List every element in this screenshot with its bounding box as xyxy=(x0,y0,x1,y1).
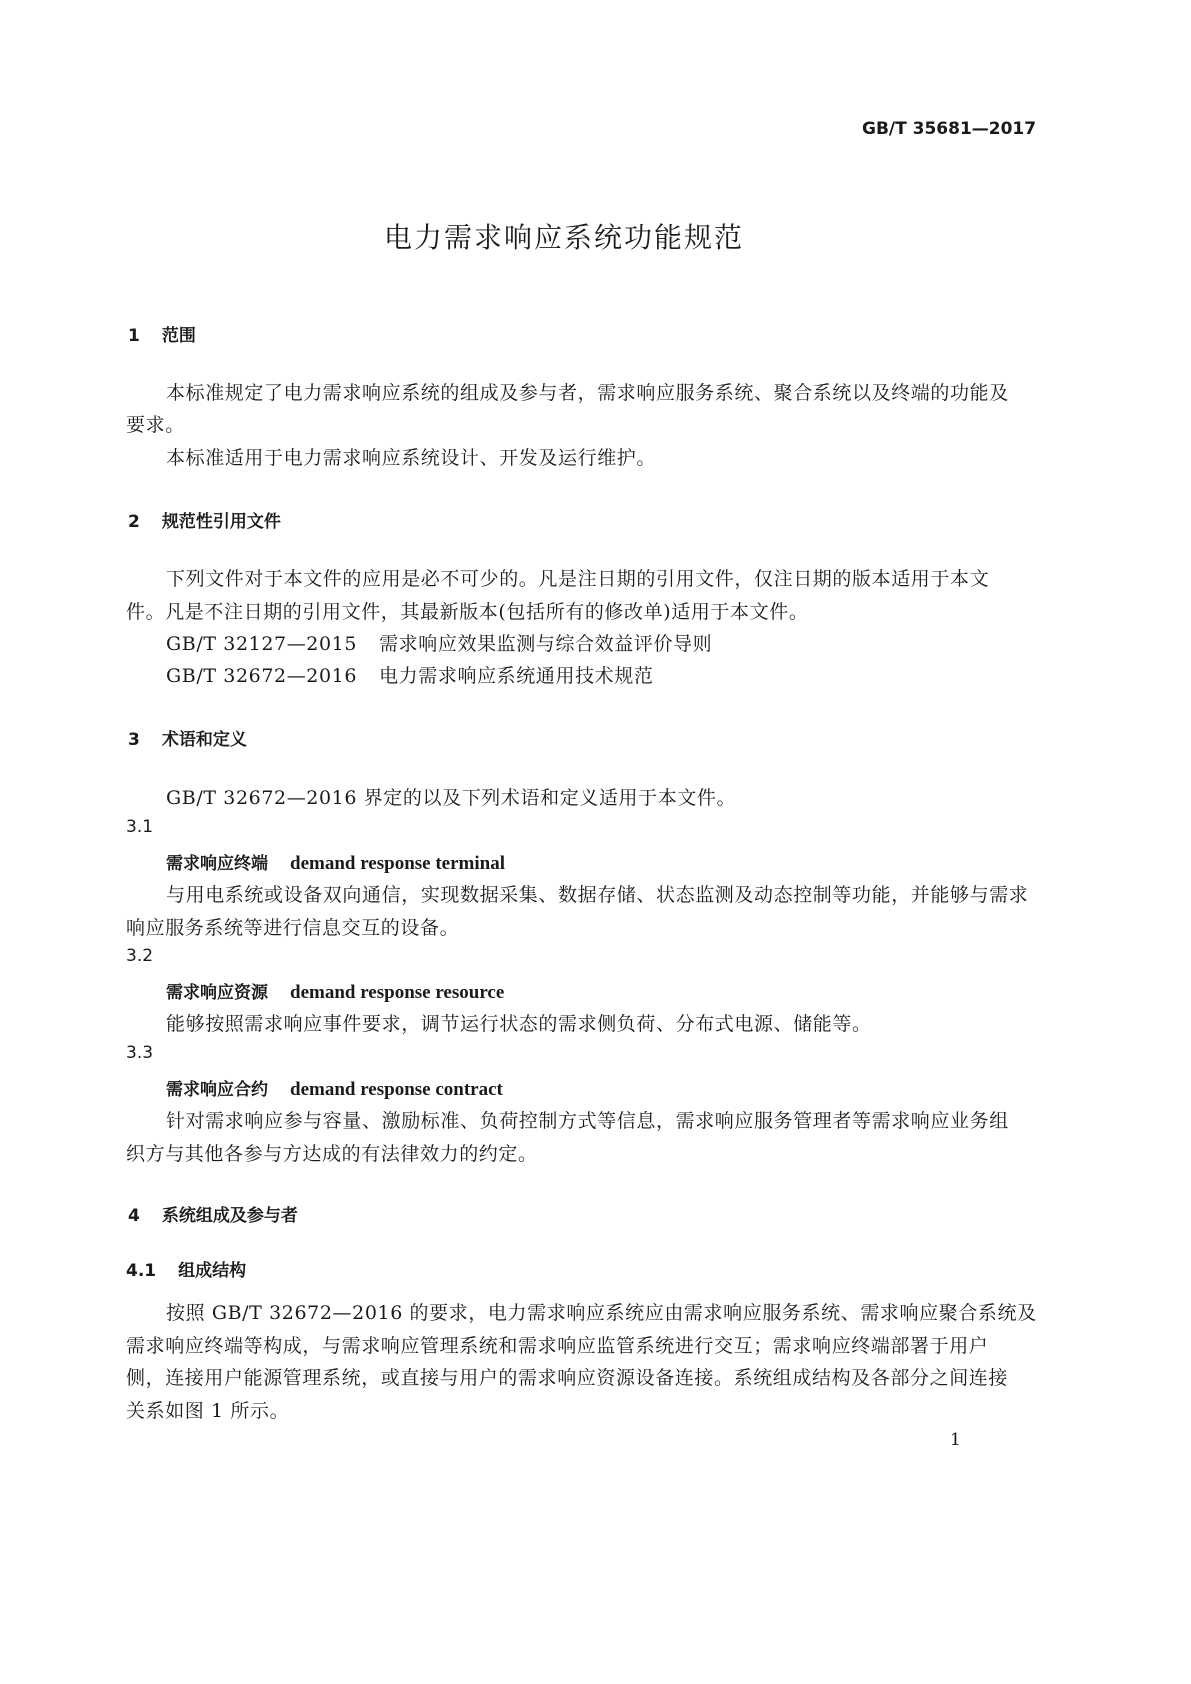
paragraph-line: 件。凡是不注日期的引用文件，其最新版本(包括所有的修改单)适用于本文件。 xyxy=(126,601,809,623)
section-3-heading xyxy=(128,725,247,750)
definition-line: 与用电系统或设备双向通信，实现数据采集、数据存储、状态监测及动态控制等功能，并能够与需求 xyxy=(166,884,1029,906)
term-number: 3.3 xyxy=(126,1043,154,1063)
paragraph-line: 侧，连接用户能源管理系统，或直接与用户的需求响应资源设备连接。系统组成结构及各部分之间连接 xyxy=(126,1367,1009,1389)
paragraph-line: 需求响应终端等构成，与需求响应管理系统和需求响应监管系统进行交互；需求响应终端部署于用户 xyxy=(126,1335,989,1357)
definition-line: 织方与其他各参与方达成的有法律效力的约定。 xyxy=(126,1143,538,1165)
reference-title: 电力需求响应系统通用技术规范 xyxy=(379,665,654,687)
definition-line: 响应服务系统等进行信息交互的设备。 xyxy=(126,917,460,939)
section-number: 1 xyxy=(128,326,140,346)
paragraph-line: GB/T 32672—2016 界定的以及下列术语和定义适用于本文件。 xyxy=(166,787,737,809)
section-4-heading xyxy=(128,1201,298,1226)
term-zh: 需求响应资源 xyxy=(166,983,268,1003)
term-number: 3.2 xyxy=(126,946,154,966)
reference-item xyxy=(166,629,712,656)
reference-code: GB/T 32127—2015 xyxy=(166,633,358,655)
section-number: 3 xyxy=(128,730,140,750)
paragraph-line: 要求。 xyxy=(126,414,185,436)
paragraph-line: 本标准规定了电力需求响应系统的组成及参与者，需求响应服务系统、聚合系统以及终端的功能及 xyxy=(166,382,1009,404)
term-zh: 需求响应终端 xyxy=(166,854,268,874)
reference-code: GB/T 32672—2016 xyxy=(166,665,358,687)
section-title: 规范性引用文件 xyxy=(161,512,281,532)
term-heading xyxy=(166,1075,503,1101)
section-title: 系统组成及参与者 xyxy=(161,1206,298,1226)
paragraph-line: 关系如图 1 所示。 xyxy=(126,1400,290,1422)
subsection-number: 4.1 xyxy=(126,1261,157,1281)
term-heading xyxy=(166,849,505,875)
section-number: 4 xyxy=(128,1206,140,1226)
page-number: 1 xyxy=(950,1430,961,1450)
section-2-heading xyxy=(128,507,281,532)
paragraph-line: 本标准适用于电力需求响应系统设计、开发及运行维护。 xyxy=(166,447,657,469)
paragraph-line: 下列文件对于本文件的应用是必不可少的。凡是注日期的引用文件，仅注日期的版本适用于本文 xyxy=(166,568,990,590)
definition-line: 能够按照需求响应事件要求，调节运行状态的需求侧负荷、分布式电源、储能等。 xyxy=(166,1013,872,1035)
section-title: 术语和定义 xyxy=(161,730,247,750)
document-title: 电力需求响应系统功能规范 xyxy=(384,221,745,254)
section-title: 范围 xyxy=(161,326,196,346)
subsection-title: 组成结构 xyxy=(178,1261,247,1281)
reference-item xyxy=(166,661,653,688)
term-en: demand response resource xyxy=(290,982,505,1003)
section-1-heading xyxy=(128,321,196,346)
definition-line: 针对需求响应参与容量、激励标准、负荷控制方式等信息，需求响应服务管理者等需求响应业务组 xyxy=(166,1110,1009,1132)
paragraph-line: 按照 GB/T 32672—2016 的要求，电力需求响应系统应由需求响应服务系统、需求响应聚合系统及 xyxy=(166,1302,1037,1324)
term-number: 3.1 xyxy=(126,817,154,837)
standard-code-header: GB/T 35681—2017 xyxy=(862,119,1037,139)
term-en: demand response terminal xyxy=(290,853,505,874)
term-heading xyxy=(166,978,504,1004)
section-number: 2 xyxy=(128,512,140,532)
reference-title: 需求响应效果监测与综合效益评价导则 xyxy=(379,633,713,655)
term-en: demand response contract xyxy=(290,1079,503,1100)
subsection-4-1-heading xyxy=(126,1256,246,1281)
term-zh: 需求响应合约 xyxy=(166,1080,268,1100)
